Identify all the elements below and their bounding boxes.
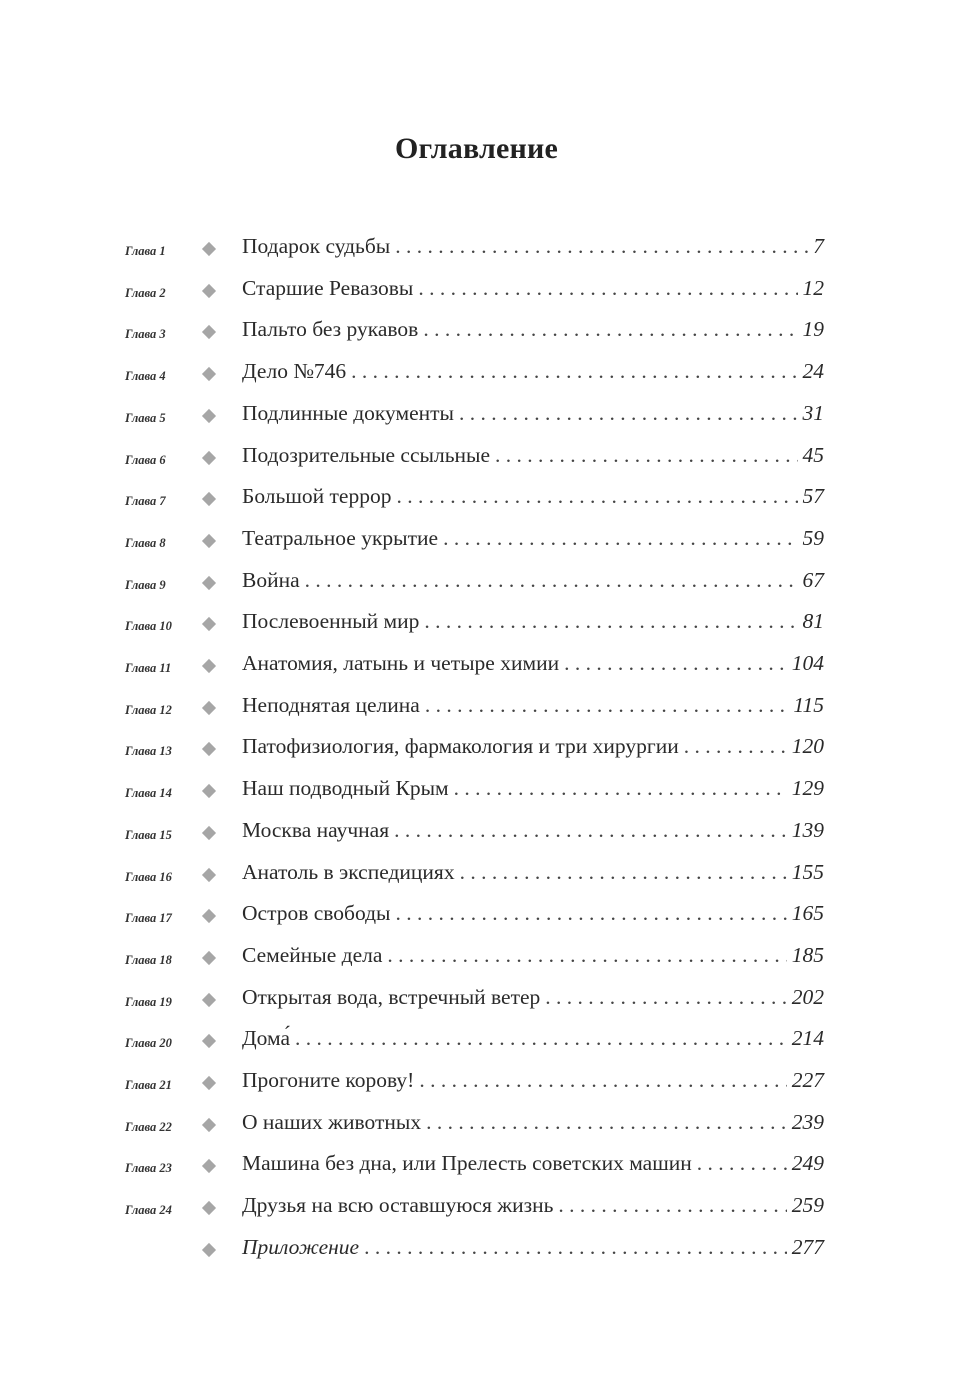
diamond-bullet-icon: [202, 409, 216, 423]
dot-leader: [426, 1110, 787, 1135]
toc-entry[interactable]: [0, 480, 965, 516]
chapter-number: Глава 12: [125, 702, 172, 717]
toc-entry-line: [242, 651, 824, 676]
page-number: 19: [802, 317, 824, 342]
dot-leader: [697, 1151, 787, 1176]
chapter-title: Открытая вода, встречный ветер: [242, 984, 541, 1009]
toc-entry[interactable]: [0, 730, 965, 766]
toc-entry[interactable]: [0, 856, 965, 892]
chapter-title: Наш подводный Крым: [242, 776, 449, 801]
toc-entry[interactable]: [0, 1147, 965, 1183]
chapter-number: Глава 3: [125, 327, 166, 342]
dot-leader: [396, 901, 787, 926]
chapter-number: Глава 9: [125, 577, 166, 592]
page-number: 277: [791, 1234, 824, 1259]
toc-entry[interactable]: [0, 605, 965, 641]
chapter-number: Глава 10: [125, 619, 172, 634]
chapter-title: Старшие Ревазовы: [242, 275, 414, 300]
chapter-title: Большой террор: [242, 484, 392, 509]
toc-entry-line: [242, 943, 824, 968]
diamond-bullet-icon: [202, 1076, 216, 1090]
dot-leader: [443, 526, 797, 551]
toc-entry-line: [242, 1151, 824, 1176]
chapter-number: Глава 2: [125, 285, 166, 300]
page-number: 155: [791, 859, 824, 884]
chapter-title: Москва научная: [242, 817, 390, 842]
chapter-number: Глава 15: [125, 827, 172, 842]
page-number: 81: [802, 609, 824, 634]
dot-leader: [387, 943, 786, 968]
dot-leader: [558, 1193, 786, 1218]
toc-entry-line: [242, 693, 824, 718]
chapter-title: О наших животных: [242, 1109, 422, 1134]
page-number: 129: [791, 776, 824, 801]
dot-leader: [423, 317, 797, 342]
dot-leader: [424, 609, 797, 634]
toc-entry-line: [242, 234, 824, 259]
page-number: 45: [802, 442, 824, 467]
chapter-title: Патофизиология, фармакология и три хирургии: [242, 734, 679, 759]
page-number: 227: [791, 1068, 824, 1092]
diamond-bullet-icon: [202, 325, 216, 339]
diamond-bullet-icon: [202, 951, 216, 965]
chapter-title: Неподнятая целина: [242, 692, 420, 717]
page-number: 249: [791, 1151, 824, 1176]
chapter-title: Подарок судьбы: [242, 234, 391, 258]
toc-entry[interactable]: [0, 1022, 965, 1058]
toc-entry-line: [242, 985, 824, 1010]
diamond-bullet-icon: [202, 784, 216, 798]
toc-entry[interactable]: [0, 772, 965, 808]
toc-entry-line: [242, 526, 824, 551]
toc-entry-line: [242, 568, 824, 593]
toc-entry-line: [242, 1110, 824, 1135]
toc-entry[interactable]: [0, 272, 965, 308]
dot-leader: [419, 1068, 786, 1093]
dot-leader: [564, 651, 787, 676]
chapter-number: Глава 13: [125, 744, 172, 759]
chapter-title: Подозрительные ссыльные: [242, 442, 490, 467]
toc-entry-line: [242, 484, 824, 509]
chapter-title: Подлинные документы: [242, 400, 454, 425]
diamond-bullet-icon: [202, 492, 216, 506]
page-number: 139: [791, 817, 824, 842]
diamond-bullet-icon: [202, 242, 216, 256]
chapter-title: Дома́: [242, 1026, 291, 1051]
toc-entry[interactable]: [0, 1189, 965, 1225]
diamond-bullet-icon: [202, 450, 216, 464]
chapter-title: Друзья на всю оставшуюся жизнь: [242, 1193, 554, 1218]
diamond-bullet-icon: [202, 576, 216, 590]
toc-entry-line: [242, 1193, 824, 1218]
page-number: 239: [791, 1109, 824, 1134]
chapter-title: Машина без дна, или Прелесть советских машин: [242, 1151, 692, 1176]
toc-entry-line: [242, 734, 824, 759]
dot-leader: [364, 1235, 787, 1260]
diamond-bullet-icon: [202, 534, 216, 548]
dot-leader: [425, 693, 789, 718]
dot-leader: [351, 359, 797, 384]
chapter-title: Война: [242, 567, 300, 592]
chapter-number: Глава 20: [125, 1036, 172, 1051]
diamond-bullet-icon: [202, 826, 216, 840]
toc-entry[interactable]: [0, 647, 965, 683]
page-number: 120: [791, 734, 824, 759]
chapter-number: Глава 8: [125, 535, 166, 550]
chapter-title: Послевоенный мир: [242, 609, 420, 634]
toc-entry[interactable]: [0, 939, 965, 975]
toc-entry-line: [242, 1026, 824, 1051]
toc-entry-line: [242, 776, 824, 801]
toc-entry-line: [242, 1235, 824, 1260]
chapter-number: Глава 14: [125, 786, 172, 801]
toc-entry-line: [242, 317, 824, 342]
toc-entry-line: [242, 443, 824, 468]
diamond-bullet-icon: [202, 1118, 216, 1132]
chapter-title: Приложение: [242, 1234, 360, 1259]
toc-entry-line: [242, 359, 824, 384]
diamond-bullet-icon: [202, 1201, 216, 1215]
dot-leader: [395, 234, 808, 259]
dot-leader: [454, 776, 787, 801]
dot-leader: [295, 1026, 787, 1051]
toc-entry[interactable]: [0, 439, 965, 475]
dot-leader: [460, 860, 787, 885]
diamond-bullet-icon: [202, 1034, 216, 1048]
toc-entry[interactable]: [0, 689, 965, 725]
page-number: 115: [793, 692, 824, 717]
toc-entry-line: [242, 401, 824, 426]
chapter-number: Глава 16: [125, 869, 172, 884]
toc-entry[interactable]: [0, 522, 965, 558]
chapter-number: Глава 17: [125, 911, 172, 926]
chapter-title: Семейные дела: [242, 942, 383, 967]
diamond-bullet-icon: [202, 284, 216, 298]
toc-entry[interactable]: [0, 897, 965, 933]
chapter-title: Анатомия, латынь и четыре химии: [242, 651, 560, 675]
chapter-title: Пальто без рукавов: [242, 317, 419, 342]
page-number: 214: [791, 1026, 824, 1051]
dot-leader: [418, 276, 797, 301]
dot-leader: [394, 818, 787, 843]
page-number: 259: [791, 1193, 824, 1218]
chapter-number: Глава 23: [125, 1161, 172, 1176]
diamond-bullet-icon: [202, 367, 216, 381]
page-number: 57: [802, 484, 824, 509]
chapter-number: Глава 4: [125, 369, 166, 384]
toc-entry-line: [242, 860, 824, 885]
diamond-bullet-icon: [202, 993, 216, 1007]
toc-entry[interactable]: [0, 981, 965, 1017]
chapter-number: Глава 7: [125, 494, 166, 509]
chapter-title: Анатоль в экспедициях: [242, 859, 455, 884]
page-number: 12: [802, 275, 824, 300]
page-number: 31: [802, 400, 824, 425]
dot-leader: [495, 443, 798, 468]
toc-entry-line: [242, 1068, 824, 1093]
dot-leader: [684, 734, 787, 759]
diamond-bullet-icon: [202, 1243, 216, 1257]
toc-entry[interactable]: [0, 814, 965, 850]
diamond-bullet-icon: [202, 867, 216, 881]
diamond-bullet-icon: [202, 617, 216, 631]
toc-entry[interactable]: [0, 564, 965, 600]
chapter-title: Остров свободы: [242, 901, 391, 926]
chapter-number: Глава 19: [125, 994, 172, 1009]
page-number: 185: [791, 942, 824, 967]
page-number: 67: [802, 567, 824, 592]
page-title: Оглавление: [394, 132, 559, 165]
toc-entry[interactable]: [0, 1064, 965, 1100]
chapter-number: Глава 18: [125, 952, 172, 967]
toc-entry[interactable]: [0, 397, 965, 433]
dot-leader: [459, 401, 798, 426]
toc-entry[interactable]: [0, 355, 965, 391]
chapter-title: Прогоните корову!: [242, 1068, 415, 1092]
diamond-bullet-icon: [202, 909, 216, 923]
toc-entry[interactable]: [0, 313, 965, 349]
page-number: 165: [791, 901, 824, 926]
chapter-title: Дело №746: [242, 359, 347, 384]
toc-entry[interactable]: [0, 1231, 965, 1267]
dot-leader: [305, 568, 798, 593]
dot-leader: [396, 484, 797, 509]
page-number: 7: [813, 234, 824, 258]
page-number: 104: [791, 651, 824, 675]
chapter-number: Глава 21: [125, 1078, 172, 1092]
toc-entry-line: [242, 276, 824, 301]
diamond-bullet-icon: [202, 1159, 216, 1173]
chapter-number: Глава 24: [125, 1203, 172, 1218]
chapter-title: Театральное укрытие: [242, 525, 439, 550]
diamond-bullet-icon: [202, 701, 216, 715]
chapter-number: Глава 1: [125, 244, 166, 258]
toc-entry[interactable]: [0, 230, 965, 266]
page-number: 202: [791, 984, 824, 1009]
chapter-number: Глава 5: [125, 410, 166, 425]
toc-entry-line: [242, 901, 824, 926]
diamond-bullet-icon: [202, 742, 216, 756]
chapter-number: Глава 22: [125, 1119, 172, 1134]
diamond-bullet-icon: [202, 659, 216, 673]
toc-entry-line: [242, 609, 824, 634]
chapter-number: Глава 6: [125, 452, 166, 467]
dot-leader: [545, 985, 786, 1010]
chapter-number: Глава 11: [125, 661, 172, 675]
toc-entry-line: [242, 818, 824, 843]
toc-entry[interactable]: [0, 1106, 965, 1142]
page-number: 24: [802, 359, 824, 384]
page-number: 59: [802, 525, 824, 550]
